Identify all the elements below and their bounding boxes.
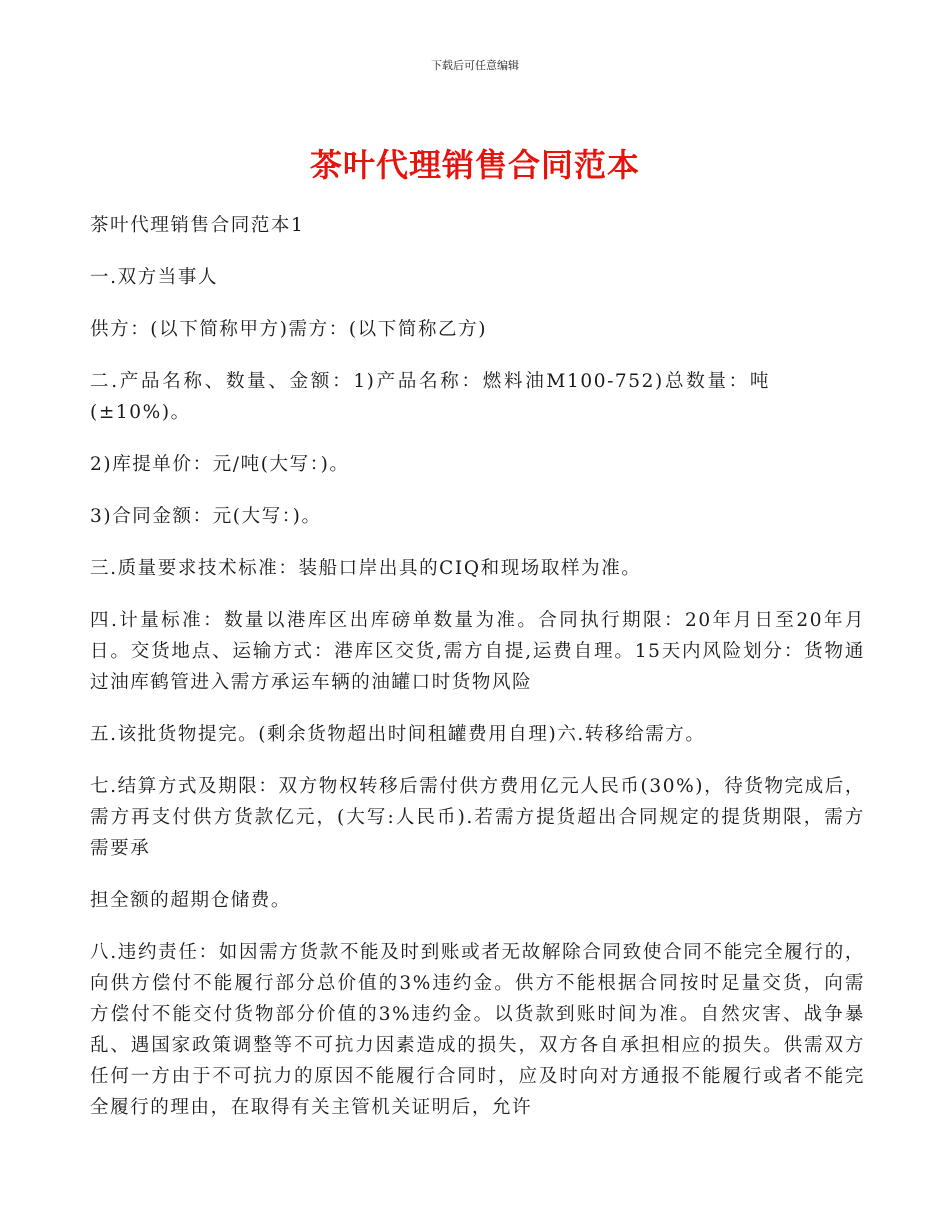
paragraph-section-5-6: 五.该批货物提完。(剩余货物超出时间租罐费用自理)六.转移给需方。 (90, 724, 706, 745)
paragraph-section-7: 七.结算方式及期限：双方物权转移后需付供方费用亿元人民币(30%)，待货物完成后，需方再支付供方货款亿元，(大写:人民币).若需方提货超出合同规定的提货期限，需方需要承 (90, 776, 865, 859)
paragraph-section-1: 一.双方当事人 (90, 267, 219, 288)
paragraph-unit-price: 2)库提单价：元/吨(大写：)。 (90, 454, 350, 475)
paragraph-section-2: 二.产品名称、数量、金额：1)产品名称：燃料油M100-752)总数量：吨(±10%)。 (90, 371, 770, 423)
paragraph-section-4: 四.计量标准：数量以港库区出库磅单数量为准。合同执行期限：20年月日至20年月日。交货地点、运输方式：港库区交货,需方自提,运费自理。15天内风险划分：货物通过油库鹤管进入需方承运车辆的油罐口时货物风险 (90, 610, 865, 693)
paragraph-contract-heading: 茶叶代理销售合同范本1 (90, 215, 305, 236)
paragraph-storage-fee: 担全额的超期仓储费。 (90, 890, 292, 911)
paragraph-contract-amount: 3)合同金额：元(大写：)。 (90, 506, 322, 527)
paragraph-parties: 供方：(以下简称甲方)需方：(以下简称乙方) (90, 319, 488, 340)
paragraph-section-8: 八.违约责任：如因需方货款不能及时到账或者无故解除合同致使合同不能完全履行的，向供方偿付不能履行部分总价值的3%违约金。供方不能根据合同按时足量交货，向需方偿付不能交付货物部分价值的3%违约金。以货款到账时间为准。自然灾害、战争暴乱、遇国家政策调整等不可抗力因素造成的损失，双方各自承担相应的损失。供需双方任何一方由于不可抗力的原因不能履行合同时，应及时向对方通报不能履行或者不能完全履行的理由，在取得有关主管机关证明后，允许 (90, 942, 865, 1118)
paragraph-section-3: 三.质量要求技术标准：装船口岸出具的CIQ和现场取样为准。 (90, 558, 642, 579)
header-note: 下载后可任意编辑 (431, 59, 519, 72)
document-title: 茶叶代理销售合同范本 (309, 146, 640, 184)
document-body (90, 210, 865, 1144)
